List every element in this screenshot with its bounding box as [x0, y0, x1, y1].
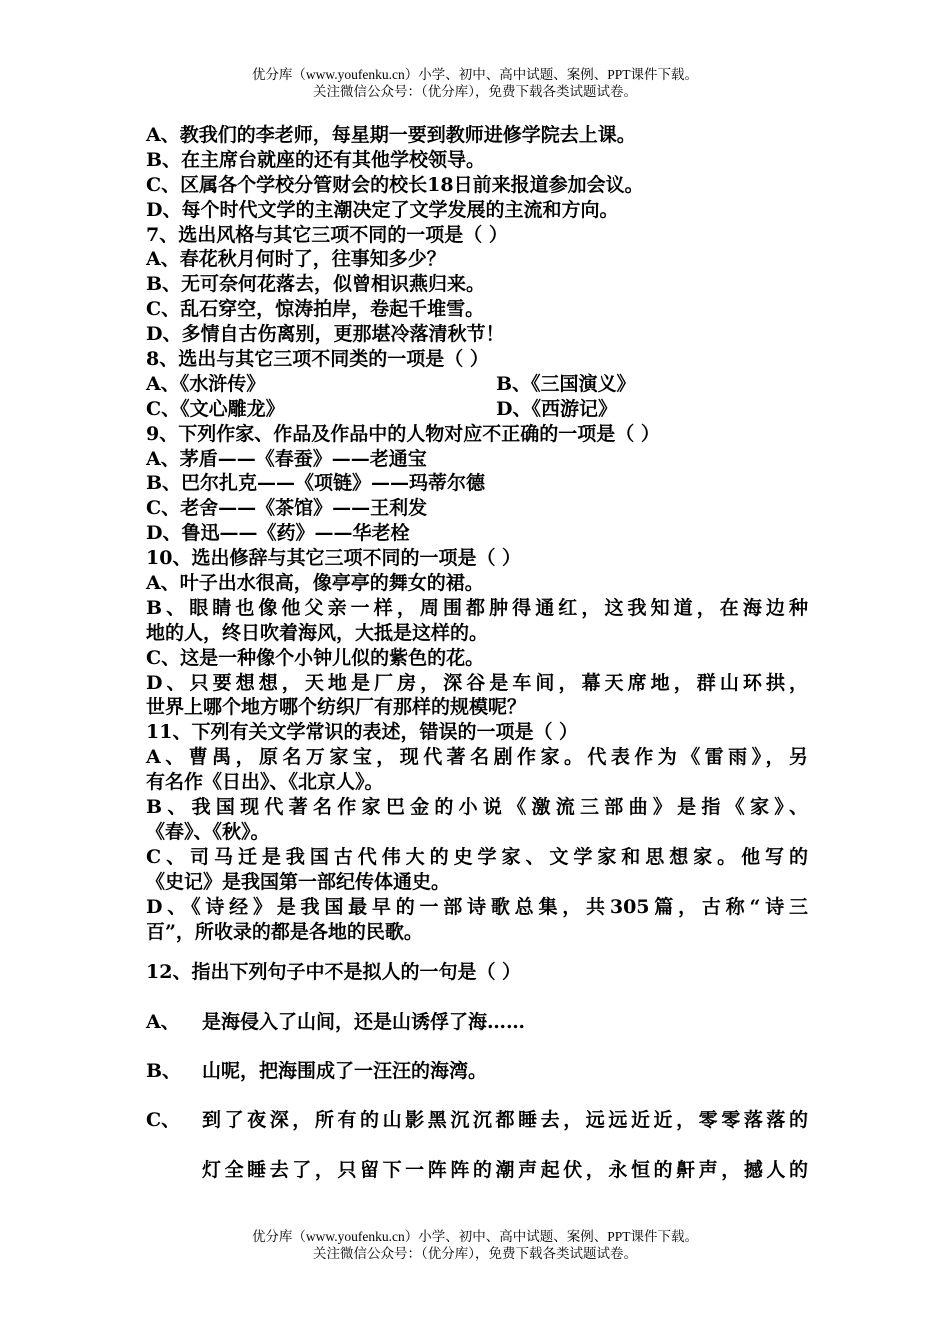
page-footer: [0, 1228, 950, 1262]
q8-option-d: D、《西游记》: [496, 397, 617, 420]
q12-option-a-text: 是海侵入了山间，还是山诱俘了海……: [202, 1011, 526, 1033]
q10-option-b-line2: 地的人，终日吹着海风，大抵是这样的。: [146, 621, 489, 644]
q11-option-a-line2: 有名作《日出》、《北京人》。: [146, 771, 384, 794]
q6-option-d: D、每个时代文学的主潮决定了文学发展的主流和方向。: [146, 198, 619, 221]
q10-option-a: A、叶子出水很高，像亭亭的舞女的裙。: [146, 572, 484, 595]
q11-option-b-line2: 《春》、《秋》。: [146, 820, 270, 843]
q7-option-d: D、多情自古伤离别，更那堪冷落清秋节！: [146, 323, 505, 346]
q10-stem: 10、选出修辞与其它三项不同的一项是（ ）: [146, 547, 522, 570]
q7-stem: 7、选出风格与其它三项不同的一项是（ ）: [146, 223, 508, 246]
q10-option-c: C、这是一种像个小钟儿似的紫色的花。: [146, 646, 485, 669]
footer-line-1: 优分库（www.youfenku.cn）小学、初中、高中试题、案例、PPT课件下载。: [251, 1229, 699, 1244]
q12-stem: 12、指出下列句子中不是拟人的一句是（ ）: [146, 961, 522, 983]
q9-option-a: A、茅盾——《春蚕》——老通宝: [146, 447, 427, 470]
q11-option-d-line1: D、《诗经》是我国最早的一部诗歌总集，共305篇，古称“诗三: [146, 895, 808, 918]
q8-option-a: A、《水浒传》: [146, 372, 266, 395]
q9-option-b: B、巴尔扎克——《项链》——玛蒂尔德: [146, 472, 486, 495]
q8-option-b: B、《三国演义》: [496, 372, 636, 395]
q10-option-d-line1: D、只要想想，天地是厂房，深谷是车间，幕天席地，群山环拱，: [146, 671, 808, 694]
q7-option-b: B、无可奈何花落去，似曾相识燕归来。: [146, 273, 486, 296]
q12-option-b-label: B、: [146, 1060, 182, 1082]
q11-option-a-line1: A、曹禺，原名万家宝，现代著名剧作家。代表作为《雷雨》，另: [146, 746, 808, 769]
q12-option-a-label: A、: [146, 1011, 180, 1033]
q11-stem: 11、下列有关文学常识的表述，错误的一项是（ ）: [146, 721, 579, 744]
q11-option-b-line1: B、我国现代著名作家巴金的小说《激流三部曲》是指《家》、: [146, 796, 808, 819]
q10-option-d-line2: 世界上哪个地方哪个纺织厂有那样的规模呢？: [146, 696, 527, 719]
q11-option-d-line2: 百”，所收录的都是各地的民歌。: [146, 920, 423, 943]
header-line-2: 关注微信公众号：（优分库），免费下载各类试题试卷。: [313, 84, 637, 99]
q11-option-c-line2: 《史记》是我国第一部纪传体通史。: [146, 870, 451, 893]
q12-option-c-label: C、: [146, 1109, 181, 1131]
q6-option-c: C、区属各个学校分管财会的校长18日前来报道参加会议。: [146, 173, 644, 196]
header-line-1: 优分库（www.youfenku.cn）小学、初中、高中试题、案例、PPT课件下载。: [251, 67, 699, 82]
q9-stem: 9、下列作家、作品及作品中的人物对应不正确的一项是（ ）: [146, 422, 660, 445]
q9-option-d: D、鲁迅——《药》——华老栓: [146, 522, 410, 545]
exam-body: [146, 123, 808, 944]
q8-row-cd: [146, 397, 808, 422]
q12-option-c-text-line2: 灯全睡去了，只留下一阵阵的潮声起伏，永恒的鼾声，撼人的: [202, 1159, 808, 1181]
q12-option-c-text-line1: 到了夜深，所有的山影黑沉沉都睡去，远远近近，零零落落的: [202, 1109, 808, 1131]
q6-option-b: B、在主席台就座的还有其他学校领导。: [146, 148, 486, 171]
q7-option-a: A、春花秋月何时了，往事知多少？: [146, 248, 446, 271]
q7-option-c: C、乱石穿空，惊涛拍岸，卷起千堆雪。: [146, 298, 485, 321]
q11-option-c-line1: C、司马迁是我国古代伟大的史学家、文学家和思想家。他写的: [146, 845, 808, 868]
q8-option-c: C、《文心雕龙》: [146, 397, 285, 420]
q6-option-a: A、教我们的李老师，每星期一要到教师进修学院去上课。: [146, 124, 636, 146]
q8-row-ab: [146, 372, 808, 397]
q10-option-b-line1: B、眼睛也像他父亲一样，周围都肿得通红，这我知道，在海边种: [146, 596, 808, 619]
footer-line-2: 关注微信公众号：（优分库），免费下载各类试题试卷。: [313, 1246, 637, 1261]
q12-option-b-text: 山呢，把海围成了一汪汪的海湾。: [202, 1060, 488, 1082]
page-header: [0, 66, 950, 100]
q9-option-c: C、老舍——《茶馆》——王利发: [146, 497, 428, 520]
q8-stem: 8、选出与其它三项不同类的一项是（ ）: [146, 348, 489, 371]
